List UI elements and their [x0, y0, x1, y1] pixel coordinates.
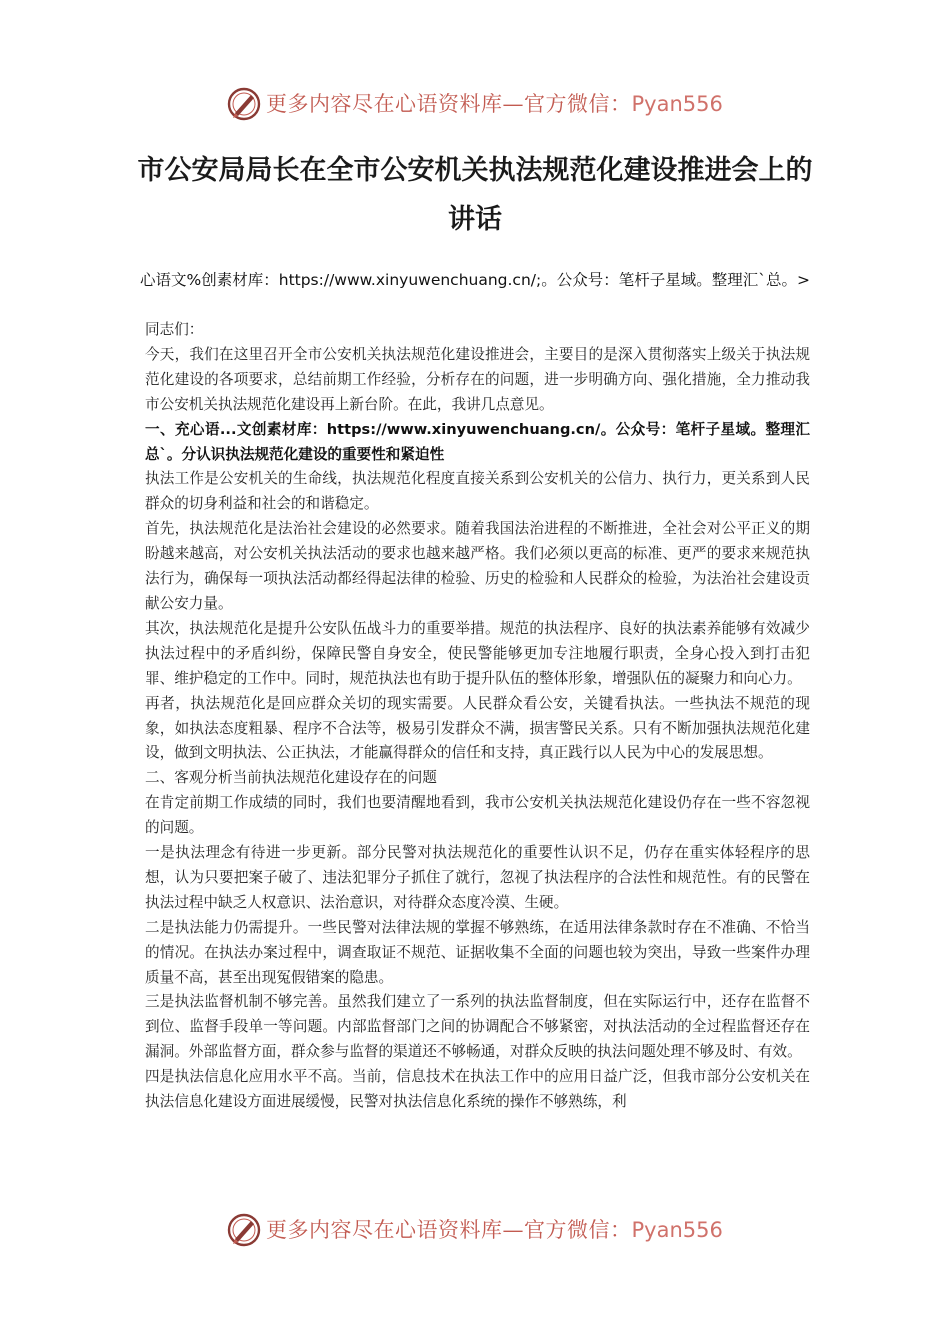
banner-slogan: 更多内容尽在心语资料库—官方微信： — [266, 1218, 632, 1242]
section-heading: 二、客观分析当前执法规范化建设存在的问题 — [145, 769, 437, 787]
banner-text — [266, 88, 723, 120]
pen-logo-icon — [226, 86, 262, 122]
banner-text — [266, 1214, 723, 1246]
paragraph: 今天，我们在这里召开全市公安机关执法规范化建设推进会，主要目的是深入贯彻落实上级关于执法规范化建设的各项要求，总结前期工作经验，分析存在的问题，进一步明确方向、强化措施，全力推动我市公安机关执法规范化建设再上新台阶。在此，我讲几点意见。 — [145, 345, 810, 413]
paragraph: 一是执法理念有待进一步更新。部分民警对执法规范化的重要性认识不足，仍存在重实体轻程序的思想，认为只要把案子破了、违法犯罪分子抓住了就行，忽视了执法程序的合法性和规范性。有的民警在执法过程中缺乏人权意识、法治意识，对待群众态度冷漠、生硬。 — [145, 844, 810, 911]
paragraph: 二是执法能力仍需提升。一些民警对法律法规的掌握不够熟练，在适用法律条款时存在不准确、不恰当的情况。在执法办案过程中，调查取证不规范、证据收集不全面的问题也较为突出，导致一些案件办理质量不高，甚至出现冤假错案的隐患。 — [145, 918, 810, 986]
footer-banner[interactable] — [0, 1208, 950, 1252]
paragraph: 其次，执法规范化是提升公安队伍战斗力的重要举措。规范的执法程序、良好的执法素养能够有效减少执法过程中的矛盾纠纷，保障民警自身安全，使民警能够更加专注地履行职责，全身心投入到打击犯罪、维护稳定的工作中。同时，规范执法也有助于提升队伍的整体形象，增强队伍的凝聚力和向心力。 — [145, 619, 810, 687]
pen-logo-icon — [226, 1212, 262, 1248]
document-body — [145, 318, 810, 1115]
paragraph: 首先，执法规范化是法治社会建设的必然要求。随着我国法治进程的不断推进，全社会对公平正义的期盼越来越高，对公安机关执法活动的要求也越来越严格。我们必须以更高的标准、更严的要求来规范执法行为，确保每一项执法活动都经得起法律的检验、历史的检验和人民群众的检验，为法治社会建设贡献公安力量。 — [145, 520, 810, 612]
paragraph: 四是执法信息化应用水平不高。当前，信息技术在执法工作中的应用日益广泛，但我市部分公安机关在执法信息化建设方面进展缓慢，民警对执法信息化系统的操作不够熟练，利 — [145, 1068, 810, 1111]
header-banner[interactable] — [0, 82, 950, 126]
banner-wechat-id: Pyan556 — [631, 92, 723, 116]
paragraph: 同志们： — [145, 321, 204, 338]
banner-wechat-id: Pyan556 — [631, 1218, 723, 1242]
paragraph: 再者，执法规范化是回应群众关切的现实需要。人民群众看公安，关键看执法。一些执法不规范的现象，如执法态度粗暴、程序不合法等，极易引发群众不满，损害警民关系。只有不断加强执法规范化建设，做到文明执法、公正执法，才能赢得群众的信任和支持，真正践行以人民为中心的发展思想。 — [145, 694, 810, 762]
section-heading: 一、充心语...文创素材库：https://www.xinyuwenchuang.cn/。公众号：笔杆子星域。整理汇总`。分认识执法规范化建设的重要性和紧迫性 — [145, 420, 810, 463]
source-line: 心语文%创素材库：https://www.xinyuwenchuang.cn/;。公众号：笔杆子星域。整理汇`总。> — [140, 271, 810, 289]
paragraph: 在肯定前期工作成绩的同时，我们也要清醒地看到，我市公安机关执法规范化建设仍存在一些不容忽视的问题。 — [145, 794, 810, 837]
paragraph: 三是执法监督机制不够完善。虽然我们建立了一系列的执法监督制度，但在实际运行中，还存在监督不到位、监督手段单一等问题。内部监督部门之间的协调配合不够紧密，对执法活动的全过程监督还存在漏洞。外部监督方面，群众参与监督的渠道还不够畅通，对群众反映的执法问题处理不够及时、有效。 — [145, 993, 810, 1061]
document-title: 市公安局局长在全市公安机关执法规范化建设推进会上的讲话 — [137, 155, 813, 235]
paragraph: 执法工作是公安机关的生命线，执法规范化程度直接关系到公安机关的公信力、执行力，更关系到人民群众的切身利益和社会的和谐稳定。 — [145, 470, 810, 513]
banner-slogan: 更多内容尽在心语资料库—官方微信： — [266, 92, 632, 116]
